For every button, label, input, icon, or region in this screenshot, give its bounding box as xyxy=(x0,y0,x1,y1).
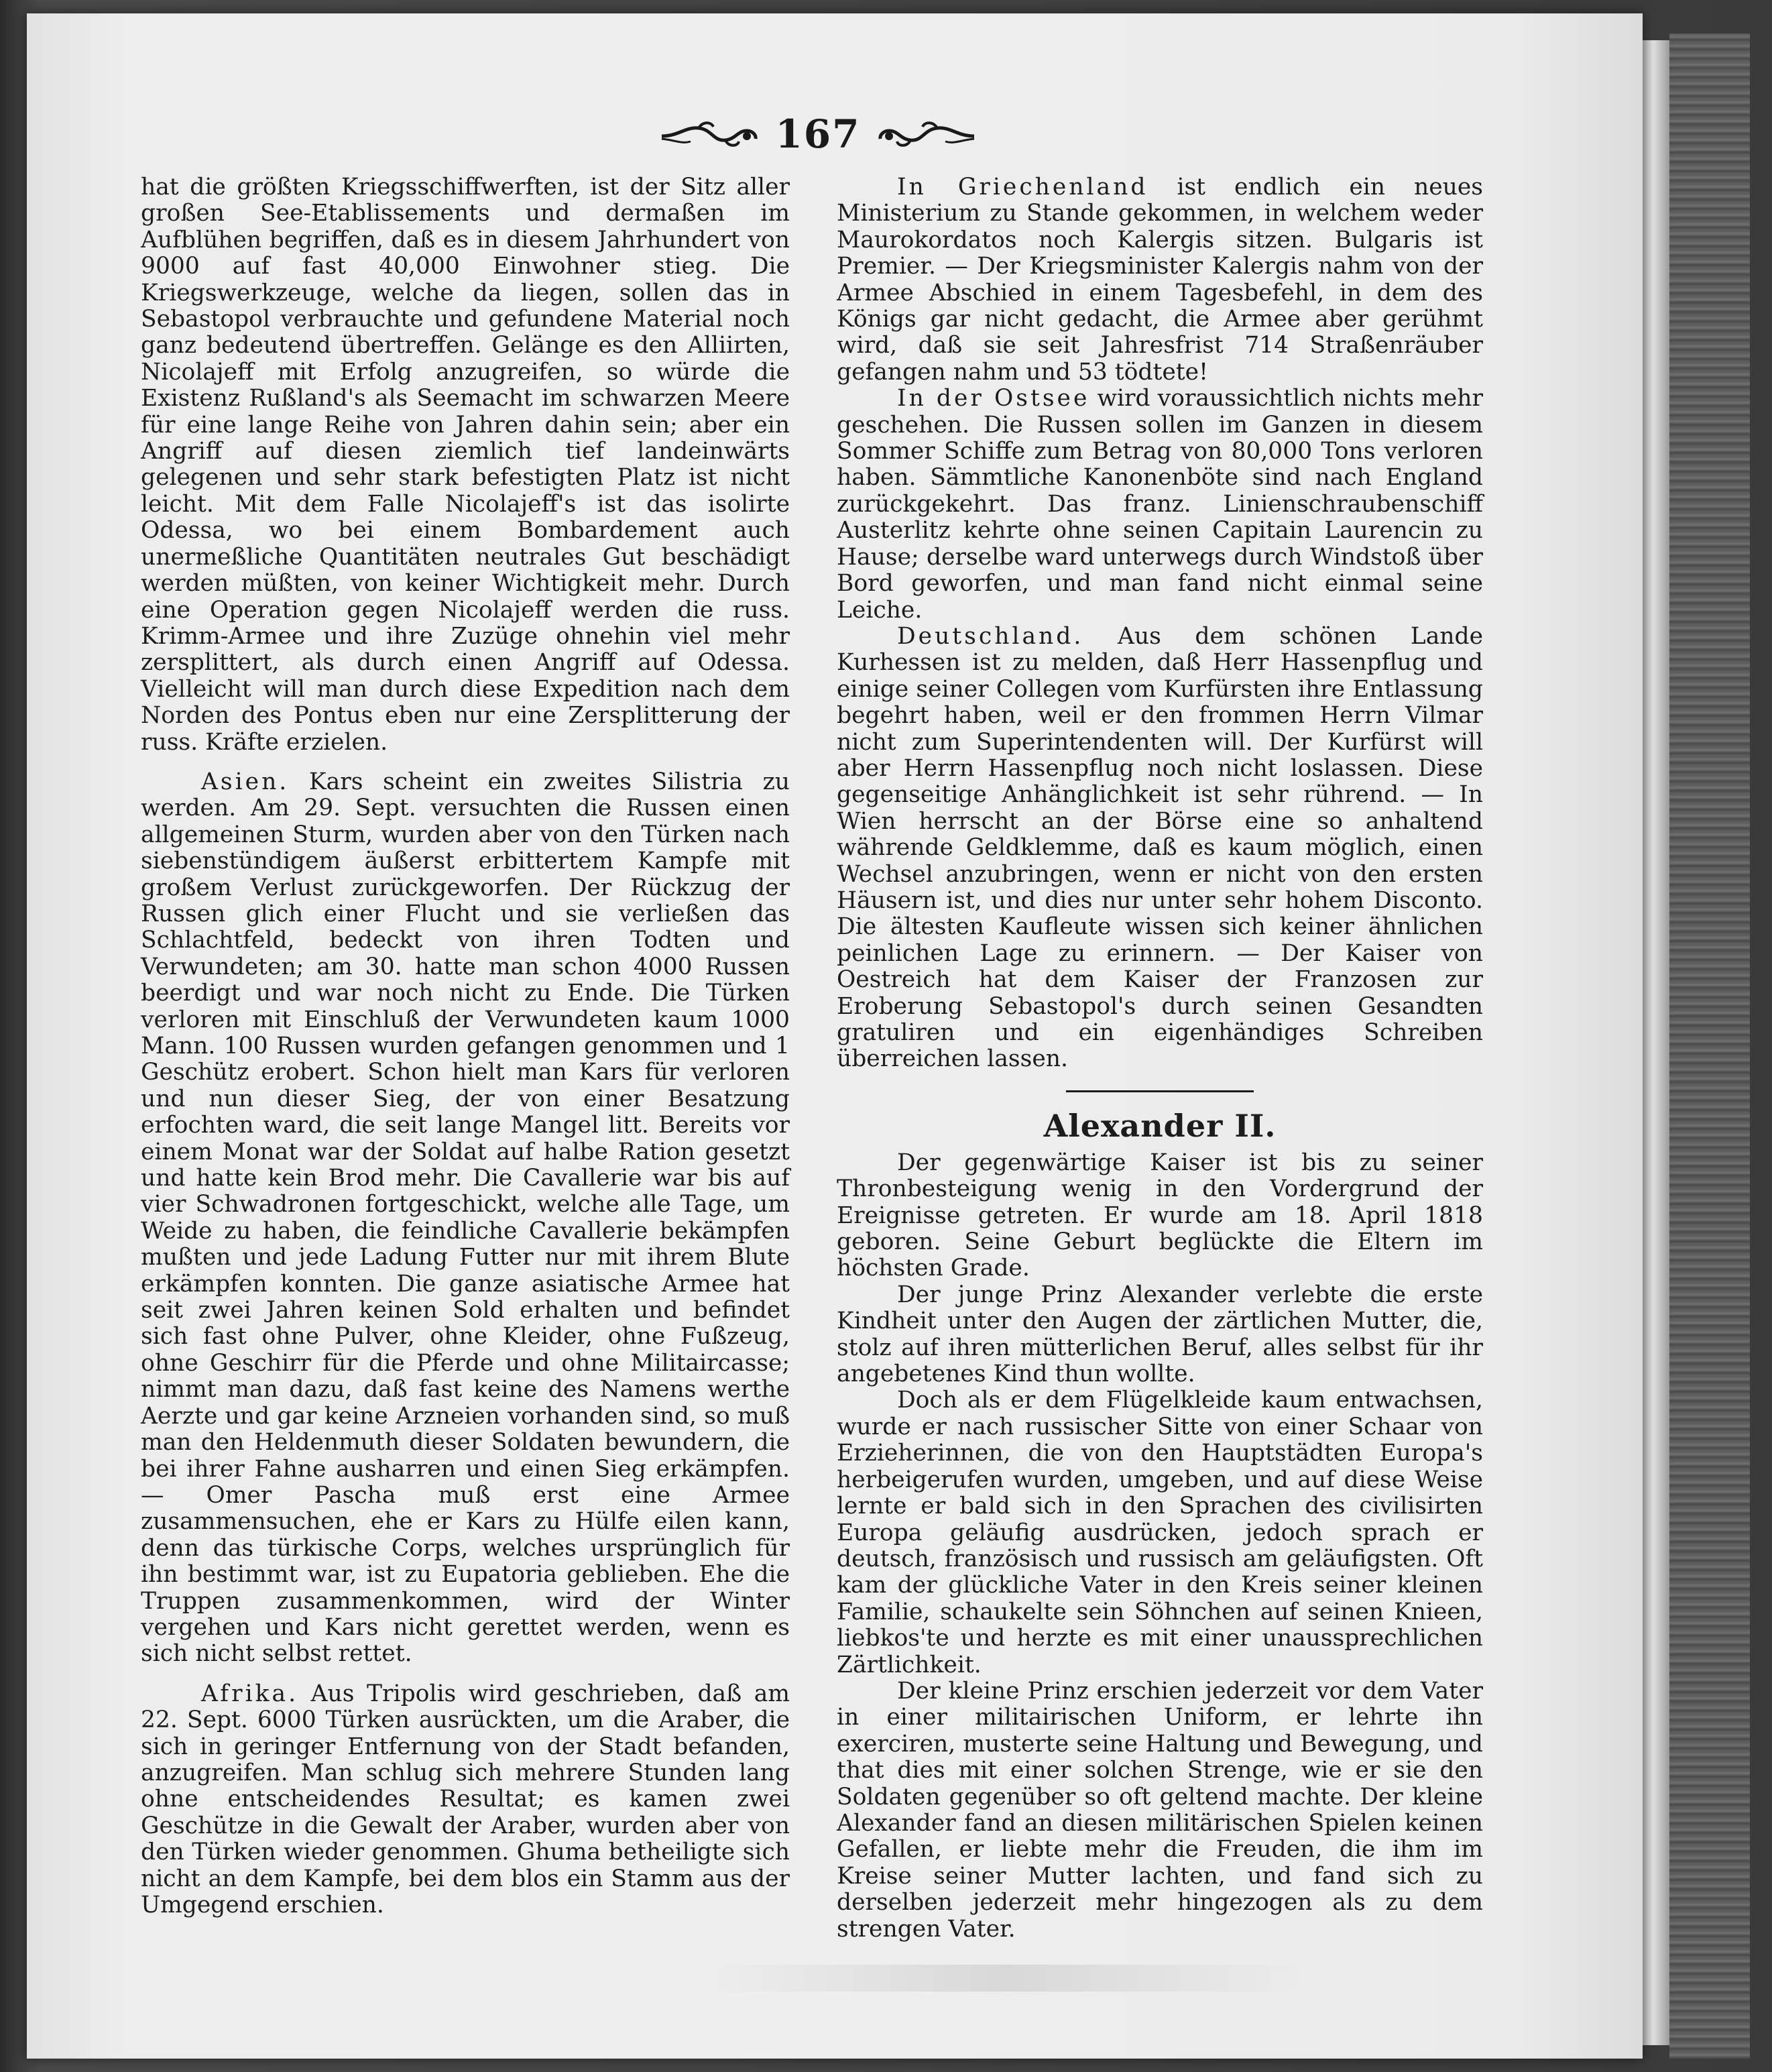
show-through-bleed xyxy=(704,1965,1307,1992)
paragraph-afrika xyxy=(141,1681,790,1919)
paragraph-alexander-1: Der gegenwärtige Kaiser ist bis zu seiner Thronbesteigung wenig in den Vordergrund der Ereignisse getreten. Er wurde am 18. April 1818 geboren. Seine Geburt beglückte die Eltern im höchsten Grade. xyxy=(837,1149,1483,1282)
text-ostsee: wird voraussichtlich nichts mehr geschehen. Die Russen sollen im Ganzen in diesem Sommer Schiffe zum Betrag von 80,000 Tons verloren haben. Sämmtliche Kanonenböte sind nach England zurückgekehrt. Das franz. Linienschraubenschiff Austerlitz kehrte ohne seinen Capitain Laurencin zu Hause; derselbe ward unterwegs durch Windstoß über Bord geworfen, und man fand nicht einmal seine Leiche. xyxy=(837,385,1484,624)
page-stack-edge xyxy=(1643,40,1669,2045)
paragraph-alexander-4: Der kleine Prinz erschien jederzeit vor dem Vater in einer militairischen Uniform, er lehrte ihn exerciren, musterte seine Haltung und Bewegung, und that dies mit einer solchen Strenge, wie er sie den Soldaten gegenüber so oft geltend machte. Der kleine Alexander fand an diesen militärischen Spielen keinen Gefallen, er liebte mehr die Freuden, die ihm im Kreise seiner Mutter lachten, und fand sich zu derselben jederzeit mehr hingezogen als zu dem strengen Vater. xyxy=(837,1677,1483,1943)
lead-afrika: Afrika. xyxy=(201,1680,299,1707)
page-header xyxy=(657,101,979,168)
left-ornament-icon xyxy=(658,117,759,151)
paragraph-griechenland xyxy=(837,174,1483,386)
paragraph-ostsee xyxy=(837,386,1483,624)
text-griechenland: ist endlich ein neues Ministerium zu Stande gekommen, in welchem weder Maurokordatos noch Kalergis sitzen. Bulgaris ist Premier. — Der Kriegsminister Kalergis nahm von der Armee Abschied in einem Tagesbefehl, in dem des Königs gar nicht gedacht, die Armee aber gerühmt wird, daß sie seit Jahresfrist 714 Straßenräuber gefangen nahm und 53 tödtete! xyxy=(837,174,1484,386)
text-deutschland: Aus dem schönen Lande Kurhessen ist zu melden, daß Herr Hassenpflug und einige seiner Collegen vom Kurfürsten ihre Entlassung begehrt haben, weil er den frommen Herrn Vilmar nicht zum Superintendenten will. Der Kurfürst will aber Herrn Hassenpflug noch nicht loslassen. Diese gegenseitige Anhänglichkeit ist sehr rührend. — In Wien herrscht an der Börse eine so anhaltend währende Geldklemme, daß es kaum möglich, einen Wechsel anzubringen, wenn er nicht von den ersten Häusern ist, und dies nur unter sehr hohem Disconto. Die ältesten Kaufleute wissen sich keiner ähnlichen peinlichen Lage zu erinnern. — Der Kaiser von Oestreich hat dem Kaiser der Franzosen zur Eroberung Sebastopol's durch seinen Gesandten gratuliren und ein eigenhändiges Schreiben überreichen lassen. xyxy=(837,622,1484,1073)
paragraph-asien xyxy=(141,769,790,1668)
lead-griechenland: In Griechenland xyxy=(897,174,1148,200)
text-asien: Kars scheint ein zweites Silistria zu werden. Am 29. Sept. versuchten die Russen einen allgemeinen Sturm, wurden aber von den Türken nach siebenstündigem äußerst erbittertem Kampfe mit großem Verlust zurückgeworfen. Der Rückzug der Russen glich einer Flucht und sie verließen das Schlachtfeld, bedeckt von ihren Todten und Verwundeten; am 30. hatte man schon 4000 Russen beerdigt und war noch nicht zu Ende. Die Türken verloren mit Einschluß der Verwundeten kaum 1000 Mann. 100 Russen wurden gefangen genommen und 1 Geschütz erobert. Schon hielt man Kars für verloren und nun dieser Sieg, der von einer Besatzung erfochten ward, die seit lange Mangel litt. Bereits vor einem Monat war der Soldat auf halbe Ration gesetzt und hatte kein Brod mehr. Die Cavallerie war bis auf vier Schwadronen fortgeschickt, welche alle Tage, um Weide zu haben, die feindliche Cavallerie bekämpfen mußten und jede Ladung Futter nur mit ihrem Blute erkämpfen konnten. Die ganze asiatische Armee hat seit zwei Jahren keinen Sold erhalten und befindet sich fast ohne Pulver, ohne Kleider, ohne Fußzeug, ohne Geschirr für die Pferde und ohne Militaircasse; nimmt man dazu, daß fast keine des Namens werthe Aerzte und gar keine Arzneien vorhanden sind, so muß man den Heldenmuth dieser Soldaten bewundern, die bei ihrer Fahne ausharren und einen Sieg erkämpfen. — Omer Pascha muß erst eine Armee zusammensuchen, ehe er Kars zu Hülfe eilen kann, denn das türkische Corps, welches ursprünglich für ihn bestimmt war, ist zu Eupatoria geblieben. Ehe die Truppen zusammenkommen, wird der Winter vergehen und Kars nicht gerettet werden, wenn es sich nicht selbst rettet. xyxy=(141,768,790,1668)
paragraph-alexander-3: Doch als er dem Flügelkleide kaum entwachsen, wurde er nach russischer Sitte von einer Schaar von Erzieherinnen, die von den Hauptstädten Europa's herbeigerufen wurden, umgeben, und auf diese Weise lernte er bald sich in den Sprachen des civilisirten Europa geläufig ausdrücken, jedoch sprach er deutsch, französisch und russisch am geläufigsten. Oft kam der glückliche Vater in den Kreis seiner kleinen Familie, schaukelte sein Söhnchen auf seinen Knieen, liebkos'te und herzte es mit einer unaussprechlichen Zärtlichkeit. xyxy=(837,1387,1483,1678)
paragraph-alexander-2: Der junge Prinz Alexander verlebte die erste Kindheit unter den Augen der zärtlichen Mutter, die, stolz auf ihren mütterlichen Beruf, alles selbst für ihr angebetenes Kind thun wollte. xyxy=(837,1281,1483,1388)
paragraph-deutschland xyxy=(837,624,1483,1073)
left-column xyxy=(141,174,790,1918)
page-number: 167 xyxy=(775,111,861,157)
lead-ostsee: In der Ostsee xyxy=(897,385,1090,412)
right-column xyxy=(837,174,1483,1943)
paragraph-nicolajeff: hat die größten Kriegsschiffwerften, ist der Sitz aller großen See-Etablissements und dermaßen im Aufblühen begriffen, daß es in diesem Jahrhundert von 9000 auf fast 40,000 Einwohner stieg. Die Kriegswerkzeuge, welche da liegen, sollen das in Sebastopol verbrauchte und gefundene Material noch ganz bedeutend übertreffen. Gelänge es den Alliirten, Nicolajeff mit Erfolg anzugreifen, so würde die Existenz Rußland's als Seemacht im schwarzen Meere für eine lange Reihe von Jahren dahin sein; aber ein Angriff auf diesen ziemlich tief landeinwärts gelegenen und sehr stark befestigten Platz ist nicht leicht. Mit dem Falle Nicolajeff's ist das isolirte Odessa, wo bei einem Bombardement auch unermeßliche Quantitäten neutrales Gut beschädigt werden müßten, von keiner Wichtigkeit mehr. Durch eine Operation gegen Nicolajeff werden die russ. Krimm-Armee und ihre Zuzüge ohnehin viel mehr zersplittert, als durch einen Angriff auf Odessa. Vielleicht will man durch diese Expedition nach dem Norden des Pontus eben nur eine Zersplitterung der russ. Kräfte erzielen. xyxy=(141,174,790,756)
book-cover-edge xyxy=(1669,34,1750,2059)
section-divider xyxy=(1066,1090,1254,1092)
right-ornament-icon xyxy=(877,117,978,151)
lead-asien: Asien. xyxy=(201,768,290,795)
text-afrika: Aus Tripolis wird geschrieben, daß am 22. Sept. 6000 Türken ausrückten, um die Araber, die sich in geringer Entfernung von der Stadt befanden, anzugreifen. Man schlug sich mehrere Stunden lang ohne entscheidendes Resultat; es kamen zwei Geschütze in die Gewalt der Araber, wurden aber von den Türken wieder genommen. Ghuma betheiligte sich nicht an dem Kampfe, bei dem blos ein Stamm aus der Umgegend erschien. xyxy=(141,1680,790,1918)
section-title: Alexander II. xyxy=(1043,1107,1277,1144)
lead-deutschland: Deutschland. xyxy=(897,622,1084,650)
